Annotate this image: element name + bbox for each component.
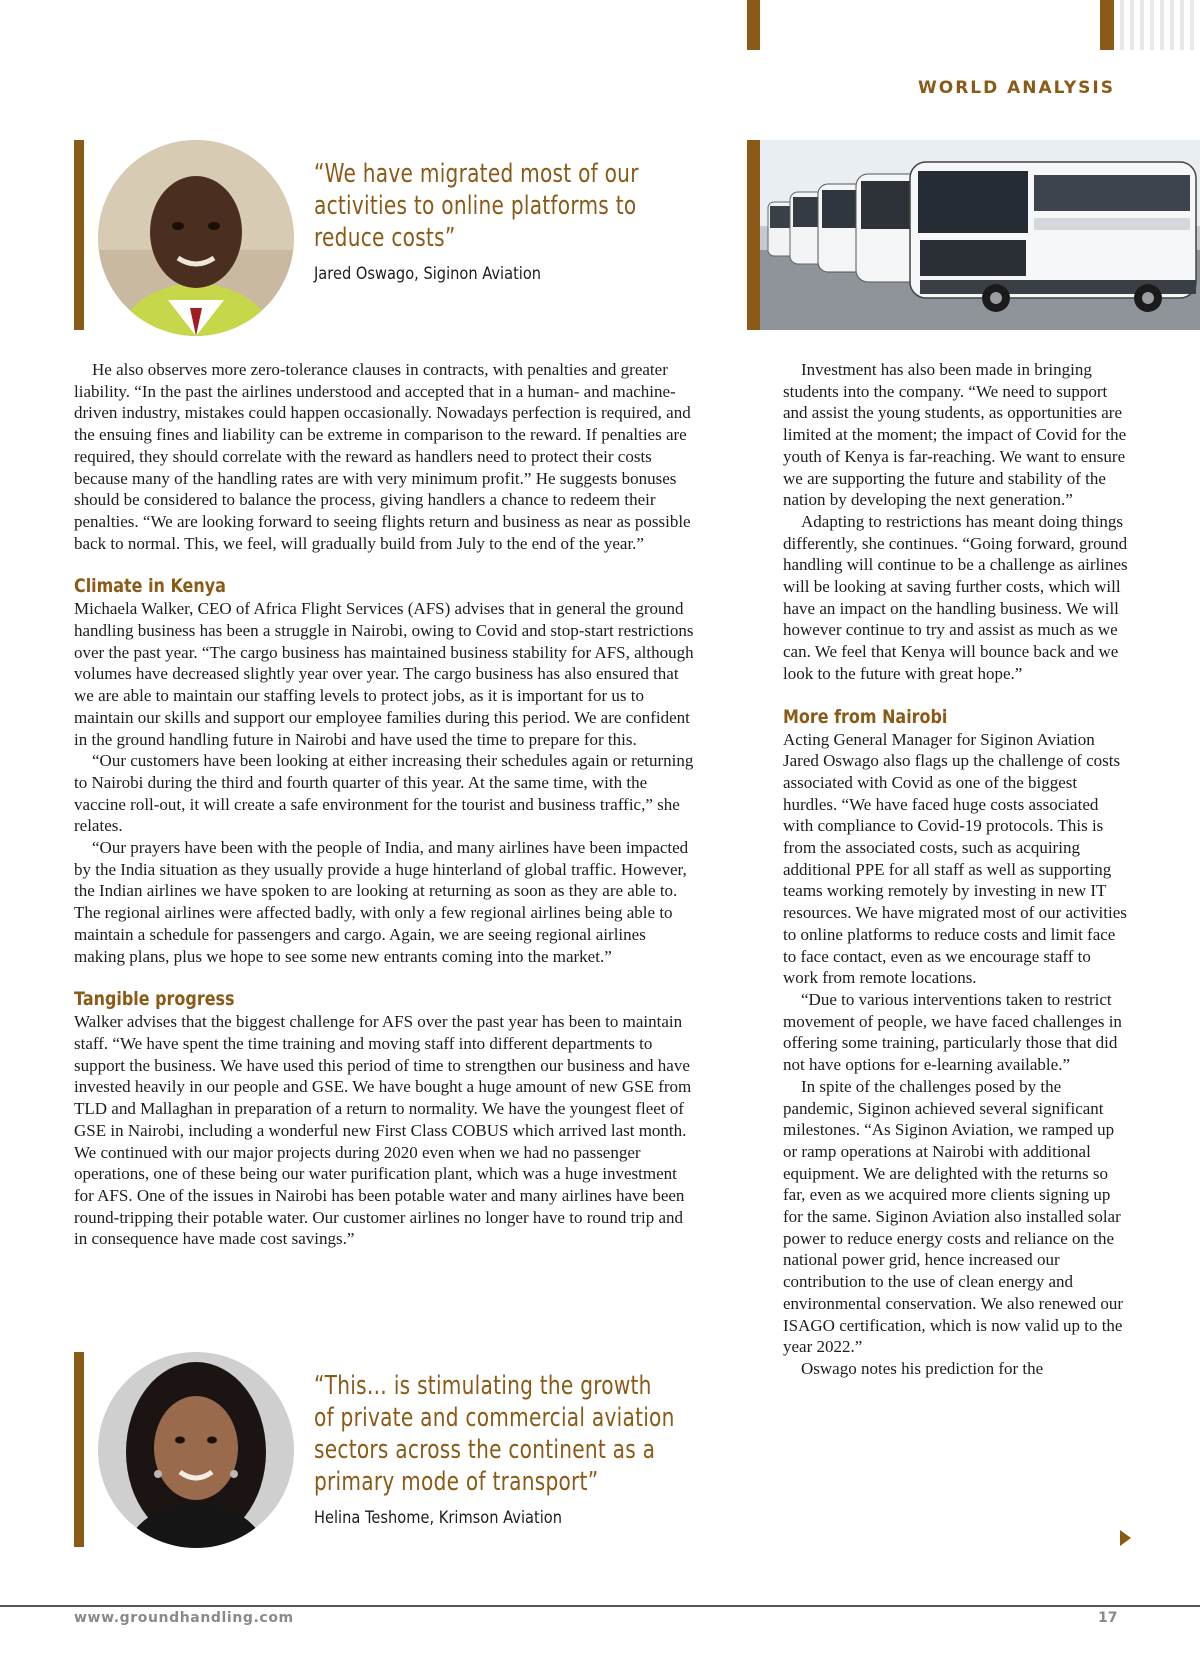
left-column [74, 359, 700, 1250]
section-label: WORLD ANALYSIS [917, 78, 1115, 98]
paragraph: Michaela Walker, CEO of Africa Flight Services (AFS) advises that in general the ground handling business has been a struggle in Nairobi, owing to Covid and stop-start restrictions over the past year. “The cargo business has maintained business stability for AFS, although volumes have decreased slightly year over year. The cargo business has also ensured that we are able to maintain our staffing levels to protect jobs, as it is important for us to maintain our skills and support our employee families during this period. We are confident in the ground handling future in Nairobi and have used the time to prepare for this. [74, 599, 694, 749]
subheading: Tangible progress [74, 988, 235, 1011]
footer-url: www.groundhandling.com [74, 1610, 294, 1626]
header-accent-bar [747, 0, 760, 50]
subheading: Climate in Kenya [74, 575, 226, 598]
paragraph: He also observes more zero-tolerance clauses in contracts, with penalties and greater liability. “In the past the airlines understood and accepted that in a human- and machine-driven industry, mistakes could happen occasionally. Nowadays perfection is required, and the ensuing fines and liability can be extreme in comparison to the reward. If penalties are required, they should correlate with the reward as handlers need to protect their costs because many of the handling rates are with very minimum profit.” He suggests bonuses should be considered to balance the process, giving handlers a chance to redeem their penalties. “We are looking forward to seeing flights return and business as near as possible back to normal. This, we feel, will gradually build from July to the end of the year.” [74, 360, 691, 553]
page-number: 17 [1098, 1610, 1118, 1626]
pull-quote-text: “We have migrated most of our activities to online platforms to reduce costs” [314, 159, 639, 253]
paragraph: “Our customers have been looking at either increasing their schedules again or returning to Nairobi during the third and fourth quarter of this year. At the same time, with the vaccine roll-out, it will create a safe environment for the tourist and business traffic,” she relates. [74, 751, 694, 836]
portrait-jared-oswago [98, 140, 294, 336]
footer-divider [0, 1605, 1200, 1607]
right-column [783, 359, 1129, 1380]
header-stripes [1120, 0, 1200, 50]
paragraph: “Due to various interventions taken to restrict movement of people, we have faced challenges in offering some training, particularly those that did not have options for e-learning available.” [783, 989, 1122, 1075]
quote-accent-bar [74, 1352, 84, 1547]
photo-accent-bar [747, 140, 760, 330]
pull-quote-attribution: Jared Oswago, Siginon Aviation [314, 264, 542, 284]
airport-bus-photo [760, 140, 1200, 330]
paragraph: “Our prayers have been with the people of India, and many airlines have been impacted by the India situation as they usually provide a huge hinterland of global traffic. However, the Indian airlines we have spoken to are looking at returning as soon as they are able to. The regional airlines were affected badly, with only a few regional airlines being able to maintain a schedule for passengers and cargo. Again, we are seeing regional airlines making plans, plus we hope to see some new entrants coming into the market.” [74, 838, 689, 966]
paragraph: In spite of the challenges posed by the pandemic, Siginon achieved several significant milestones. “As Siginon Aviation, we ramped up or ramp operations at Nairobi with additional equipment. We are delighted with the returns so far, even as we acquired more clients signing up for the same. Siginon Aviation also installed solar power to reduce energy costs and reliance on the national power grid, hence increased our contribution to the use of clean energy and environmental conservation. We also renewed our ISAGO certification, which is now valid up to the year 2022.” [783, 1076, 1124, 1357]
pull-quote-attribution: Helina Teshome, Krimson Aviation [314, 1508, 562, 1528]
paragraph: Investment has also been made in bringing students into the company. “We need to support and assist the young students, as opportunities are limited at the moment; the impact of Covid for the youth of Kenya is far-reaching. We want to ensure we are supporting the future and stability of the nation by developing the next generation.” [783, 360, 1127, 510]
header-accent-bar-right [1100, 0, 1114, 50]
pull-quote-text: “This… is stimulating the growth of private and commercial aviation sectors across the continent as a primary mode of transport” [314, 1371, 675, 1497]
paragraph: Walker advises that the biggest challenge for AFS over the past year has been to maintain staff. “We have spent the time training and moving staff into different departments to support the business. We have used this period of time to strengthen our business and have invested heavily in our people and GSE. We have bought a huge amount of new GSE from TLD and Mallaghan in preparation of a return to normality. We have the youngest fleet of GSE in Nairobi, including a wonderful new First Class COBUS which arrived last month. We continued with our major projects during 2020 even when we had no passenger operations, one of these being our water purification plant, which was a huge investment for AFS. One of the issues in Nairobi has been potable water and many airlines have been round-tripping their potable water. Our customer airlines no longer have to round trip and in consequence have made cost savings.” [74, 1012, 692, 1249]
portrait-helina-teshome [98, 1352, 294, 1548]
paragraph: Adapting to restrictions has meant doing things differently, she continues. “Going forward, ground handling will continue to be a challenge as airlines will be looking at saving further costs, which will have an impact on the handling business. We will however continue to try and assist as much as we can. We feel that Kenya will bounce back and we look to the future with great hope.” [783, 511, 1128, 683]
paragraph: Acting General Manager for Siginon Aviation Jared Oswago also flags up the challenge of costs associated with Covid as one of the biggest hurdles. “We have faced huge costs associated with compliance to Covid-19 protocols. This is from the associated costs, such as acquiring additional PPE for all staff as well as supporting teams working remotely by investing in new IT resources. We have migrated most of our activities to online platforms to reduce costs and limit face to face contact, even as we encourage staff to work from remote locations. [783, 729, 1127, 988]
paragraph: Oswago notes his prediction for the [801, 1358, 1044, 1378]
quote-accent-bar [74, 140, 84, 330]
subheading: More from Nairobi [783, 705, 948, 728]
continue-arrow-icon [1120, 1530, 1131, 1546]
